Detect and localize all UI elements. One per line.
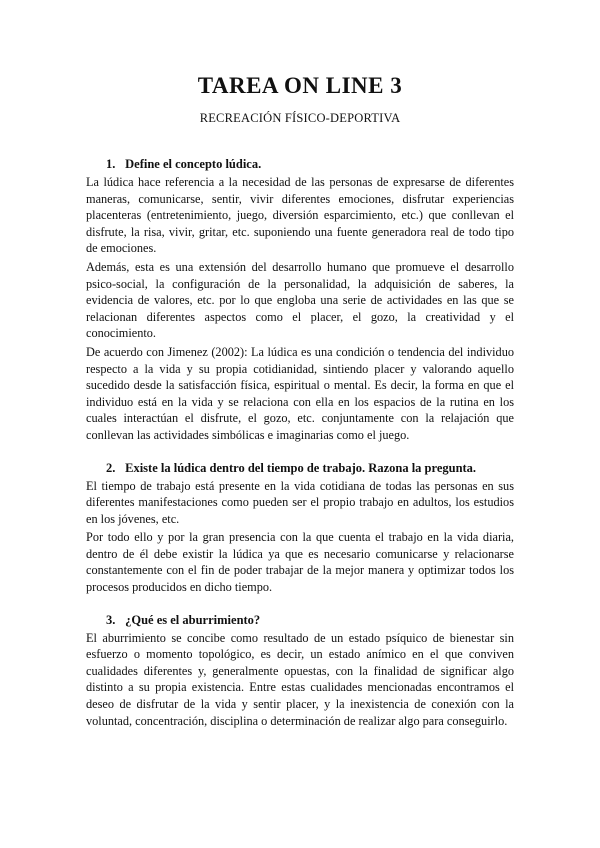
document-title: TAREA ON LINE 3 — [197, 73, 403, 98]
section-1 — [86, 156, 514, 444]
section-heading — [86, 612, 514, 628]
paragraph: El aburrimiento se concibe como resultado de un estado psíquico de bienestar sin esfuerzo o momento topológico, es decir, un estado anímico en el que conviven cualidades diferentes y, generalmente opuestas, con la finalidad de significar algo distinto a su propia existencia. Entre estas cualidades mencionadas encontramos el deseo de disfrutar de la vida y sentir placer, y la inexistencia de conexión con la voluntad, concentración, disciplina o determinación de realizar algo para conseguirlo. — [86, 630, 514, 728]
section-heading-text: Define el concepto lúdica. — [125, 157, 262, 171]
section-heading — [86, 460, 514, 476]
paragraph: La lúdica hace referencia a la necesidad de las personas de expresarse de diferentes maneras, comunicarse, sentir, vivir diferentes emociones, disfrutar experiencias placenteras (entretenimiento, juego, diversión esparcimiento, etc.) que conllevan el disfrute, la risa, vivir, gritar, etc. suponiendo una fuente generadora real de todo tipo de emociones. — [86, 175, 514, 256]
paragraph: De acuerdo con Jimenez (2002): La lúdica es una condición o tendencia del individuo respecto a la vida y su propia cotidianidad, sintiendo placer y valorando aquello sucedido desde la satisfacción física, espiritual o mental. Es decir, la forma en que el individuo está en la vida y se relaciona con ella en los espacios de la rutina en los cuales interactúan el disfrute, el gozo, etc. conjuntamente con la relajación que conllevan las actividades simbólicas e imaginarias como el juego. — [86, 344, 514, 442]
section-3 — [86, 612, 514, 730]
section-2 — [86, 460, 514, 596]
section-number: 2. — [106, 460, 116, 475]
section-heading-text: Existe la lúdica dentro del tiempo de trabajo. Razona la pregunta. — [125, 460, 477, 475]
paragraph: Además, esta es una extensión del desarrollo humano que promueve el desarrollo psico-social, la configuración de la personalidad, la adquisición de saberes, la evidencia de valores, etc. por lo que engloba una serie de actividades en las que se relacionan diferentes aspectos como el placer, el gozo, la creatividad y el conocimiento. — [86, 259, 514, 341]
paragraph: Por todo ello y por la gran presencia con la que cuenta el trabajo en la vida diaria, dentro de él debe existir la lúdica ya que es necesario comunicarse y relacionarse constantemente con el fin de poder trabajar de la mejor manera y optimizar todos los procesos producidos en dicho tiempo. — [86, 530, 514, 595]
section-heading-text: ¿Qué es el aburrimiento? — [125, 612, 261, 627]
section-number: 3. — [106, 612, 116, 627]
paragraph: El tiempo de trabajo está presente en la vida cotidiana de todas las personas en sus diferentes manifestaciones como pueden ser el propio trabajo en adultos, los estudios en los jóvenes, etc. — [86, 478, 514, 526]
section-heading — [86, 156, 514, 172]
document-subtitle: RECREACIÓN FÍSICO-DEPORTIVA — [199, 111, 401, 125]
section-number: 1. — [106, 157, 116, 171]
